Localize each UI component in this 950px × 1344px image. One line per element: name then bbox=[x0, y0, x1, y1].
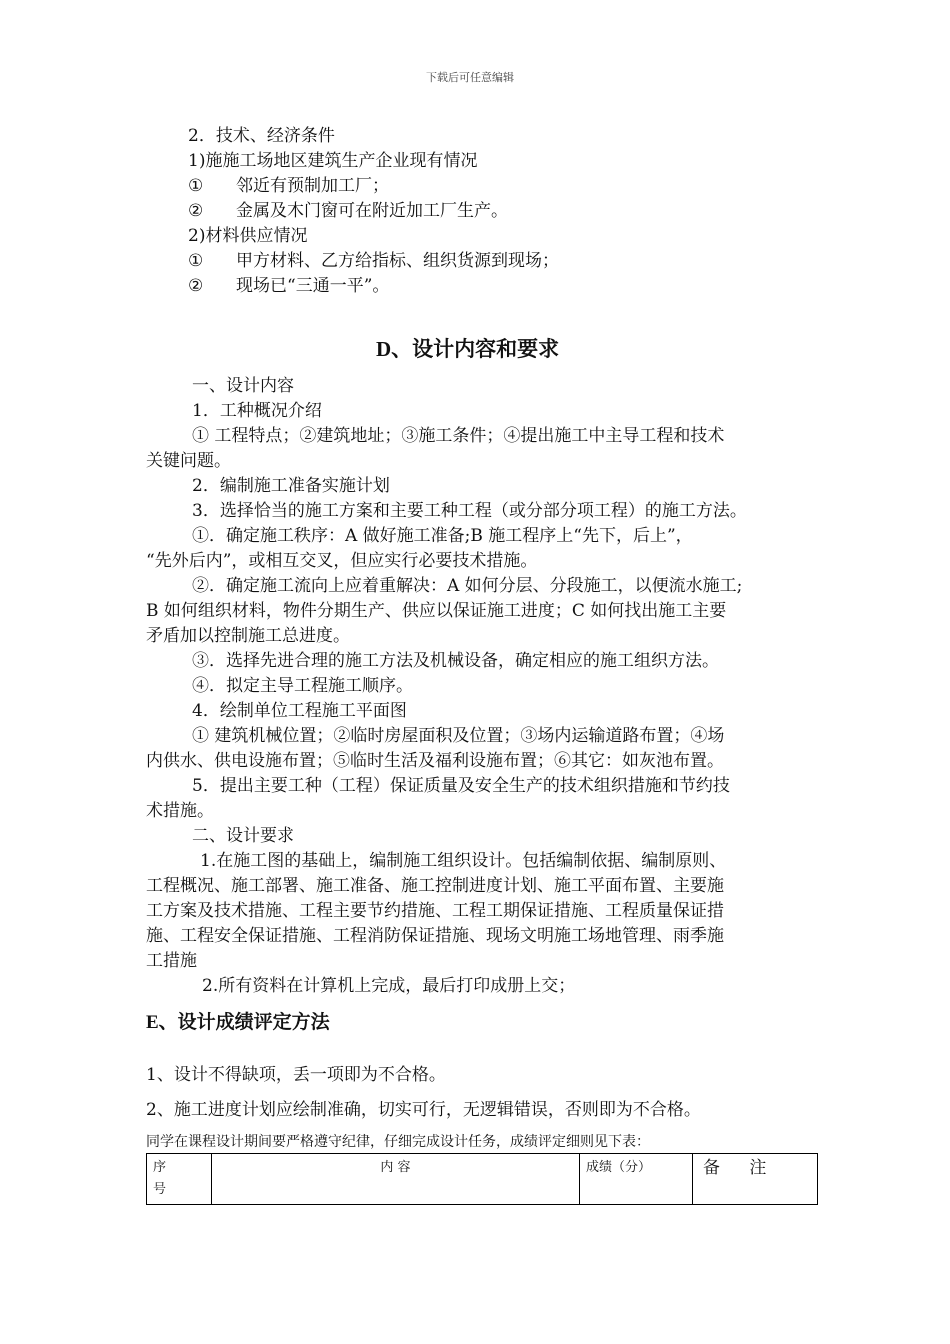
list-marker: ② bbox=[188, 201, 204, 221]
paragraph-line: 关键问题。 bbox=[146, 451, 231, 471]
grading-note: 同学在课程设计期间要严格遵守纪律，仔细完成设计任务，成绩评定细则见下表： bbox=[146, 1134, 650, 1150]
paragraph-line: 工程概况、施工部署、施工准备、施工控制进度计划、施工平面布置、主要施 bbox=[146, 876, 724, 896]
header-remark: 备 注 bbox=[693, 1154, 818, 1205]
page-header-watermark: 下载后可任意编辑 bbox=[426, 71, 514, 84]
paragraph-line: 3．选择恰当的施工方案和主要工种工程（或分部分项工程）的施工方法。 bbox=[192, 501, 747, 521]
rule-2: 2、施工进度计划应绘制准确，切实可行，无逻辑错误，否则即为不合格。 bbox=[146, 1100, 701, 1120]
paragraph-line: 矛盾加以控制施工总进度。 bbox=[146, 626, 350, 646]
paragraph-line: ①．确定施工秩序：A 做好施工准备;B 施工程序上“先下，后上”， bbox=[192, 526, 693, 546]
paragraph-line: 4．绘制单位工程施工平面图 bbox=[192, 701, 407, 721]
list-item bbox=[188, 274, 389, 298]
subsection-material-supply: 2)材料供应情况 bbox=[188, 226, 308, 246]
paragraph-line: B 如何组织材料，物件分期生产、供应以保证施工进度；C 如何找出施工主要 bbox=[146, 601, 727, 621]
paragraph-line: ① 建筑机械位置；②临时房屋面积及位置；③场内运输道路布置；④场 bbox=[192, 726, 725, 746]
paragraph-line: 2．编制施工准备实施计划 bbox=[192, 476, 390, 496]
paragraph-line: ③．选择先进合理的施工方法及机械设备，确定相应的施工组织方法。 bbox=[192, 651, 719, 671]
list-text: 甲方材料、乙方给指标、组织货源到现场； bbox=[236, 251, 559, 271]
paragraph-line: ① 工程特点；②建筑地址；③施工条件；④提出施工中主导工程和技术 bbox=[192, 426, 725, 446]
section-heading-e: E、设计成绩评定方法 bbox=[146, 1012, 330, 1033]
list-text: 金属及木门窗可在附近加工厂生产。 bbox=[236, 201, 508, 221]
list-marker: ① bbox=[188, 176, 204, 196]
paragraph-line: 2.所有资料在计算机上完成，最后打印成册上交； bbox=[202, 976, 576, 996]
paragraph-line: “先外后内”，或相互交叉，但应实行必要技术措施。 bbox=[146, 551, 538, 571]
list-item bbox=[188, 174, 389, 198]
paragraph-line: 内供水、供电设施布置；⑤临时生活及福利设施布置；⑥其它：如灰池布置。 bbox=[146, 751, 724, 771]
paragraph-line: 术措施。 bbox=[146, 801, 214, 821]
list-text: 邻近有预制加工厂； bbox=[236, 176, 389, 196]
header-no bbox=[147, 1154, 212, 1205]
paragraph-line: 工措施 bbox=[146, 951, 197, 971]
paragraph-line: ④．拟定主导工程施工顺序。 bbox=[192, 676, 413, 696]
header-content: 内 容 bbox=[212, 1154, 580, 1205]
header-score: 成绩（分） bbox=[580, 1154, 693, 1205]
list-marker: ② bbox=[188, 276, 204, 296]
paragraph-line: 1．工种概况介绍 bbox=[192, 401, 322, 421]
paragraph-line: 1.在施工图的基础上，编制施工组织设计。包括编制依据、编制原则、 bbox=[200, 851, 727, 871]
header-no-line1: 序 bbox=[153, 1160, 167, 1175]
paragraph-line: 一、设计内容 bbox=[192, 376, 294, 396]
list-text: 现场已“三通一平”。 bbox=[236, 276, 390, 296]
grading-table bbox=[146, 1153, 818, 1205]
paragraph-line: 二、设计要求 bbox=[192, 826, 294, 846]
subsection-site-enterprises: 1)施施工场地区建筑生产企业现有情况 bbox=[188, 151, 478, 171]
paragraph-line: 工方案及技术措施、工程主要节约措施、工程工期保证措施、工程质量保证措 bbox=[146, 901, 724, 921]
list-item bbox=[188, 249, 559, 273]
rule-1: 1、设计不得缺项，丢一项即为不合格。 bbox=[146, 1065, 446, 1085]
paragraph-line: ②．确定施工流向上应着重解决：A 如何分层、分段施工，以便流水施工; bbox=[192, 576, 743, 596]
table-header-row bbox=[147, 1154, 818, 1205]
paragraph-line: 5．提出主要工种（工程）保证质量及安全生产的技术组织措施和节约技 bbox=[192, 776, 730, 796]
section-title-tech-economic: 2．技术、经济条件 bbox=[188, 126, 335, 146]
paragraph-line: 施、工程安全保证措施、工程消防保证措施、现场文明施工场地管理、雨季施 bbox=[146, 926, 724, 946]
header-no-line2: 号 bbox=[153, 1182, 167, 1197]
section-heading-d: D、设计内容和要求 bbox=[376, 337, 560, 361]
list-marker: ① bbox=[188, 251, 204, 271]
list-item bbox=[188, 199, 508, 223]
